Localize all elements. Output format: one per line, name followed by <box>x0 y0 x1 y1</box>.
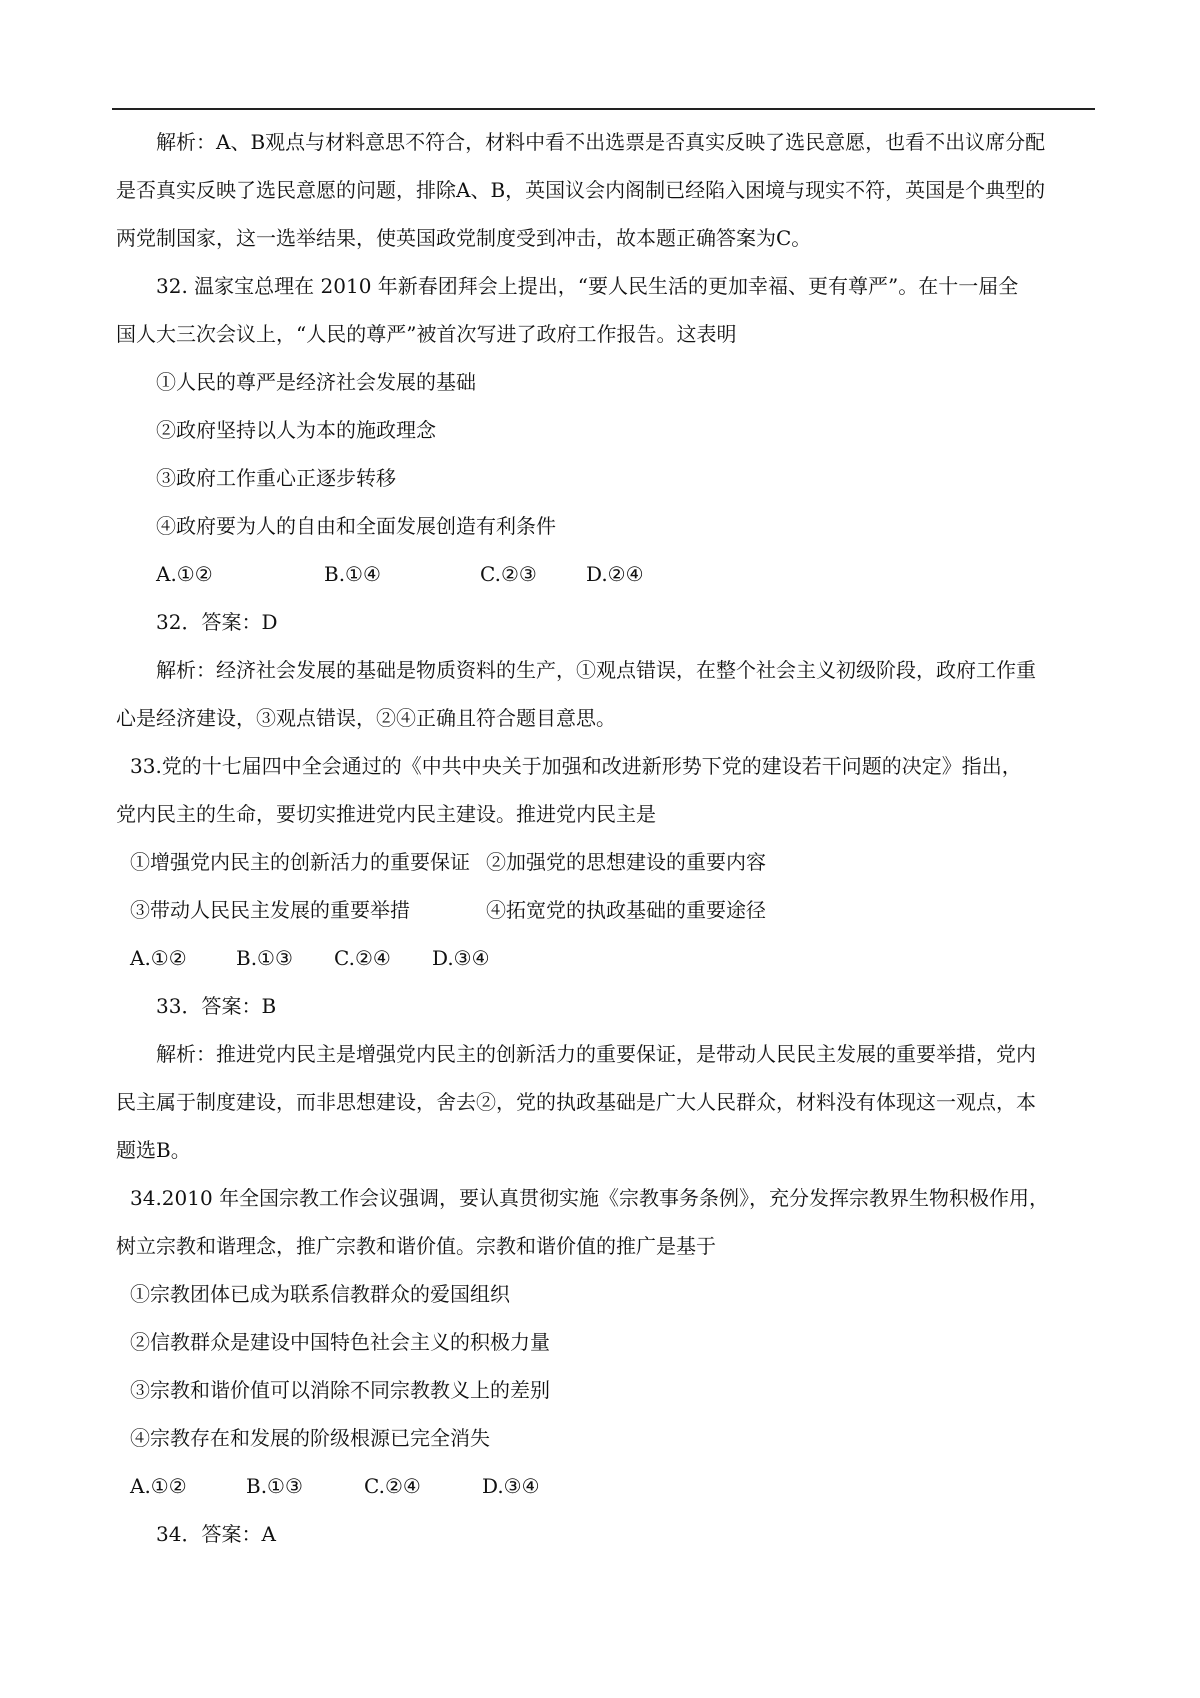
q32-analysis-line-2: 心是经济建设，③观点错误，②④正确且符合题目意思。 <box>116 706 616 730</box>
q34-answer: 34．答案：A <box>156 1522 276 1546</box>
q32-answer: 32．答案：D <box>156 610 278 634</box>
q32-option-d: D.②④ <box>586 562 644 586</box>
q33-statement-2: ②加强党的思想建设的重要内容 <box>486 850 766 874</box>
q33-option-b: B.①③ <box>236 946 293 970</box>
q33-option-a: A.①② <box>130 946 187 970</box>
q32-option-a: A.①② <box>156 562 213 586</box>
q33-option-d: D.③④ <box>432 946 490 970</box>
q33-analysis-line-1: 解析：推进党内民主是增强党内民主的创新活力的重要保证，是带动人民民主发展的重要举措，党内 <box>156 1042 1036 1066</box>
q32-statement-3: ③政府工作重心正逐步转移 <box>156 466 396 490</box>
q34-stem-line-2: 树立宗教和谐理念，推广宗教和谐价值。宗教和谐价值的推广是基于 <box>116 1234 716 1258</box>
q31-analysis-line-1: 解析：A、B观点与材料意思不符合，材料中看不出选票是否真实反映了选民意愿，也看不出议席分配 <box>156 130 1046 154</box>
q33-options <box>116 934 1092 982</box>
q33-statement-4: ④拓宽党的执政基础的重要途径 <box>486 898 766 922</box>
q34-option-d: D.③④ <box>482 1474 540 1498</box>
q32-option-c: C.②③ <box>480 562 537 586</box>
q34-option-a: A.①② <box>130 1474 187 1498</box>
header-rule <box>112 108 1095 110</box>
q33-statement-1: ①增强党内民主的创新活力的重要保证 <box>130 850 470 874</box>
q33-analysis-line-3: 题选B。 <box>116 1138 191 1162</box>
q34-statement-3: ③宗教和谐价值可以消除不同宗教教义上的差别 <box>130 1378 550 1402</box>
q33-answer: 33．答案：B <box>156 994 277 1018</box>
q32-option-b: B.①④ <box>324 562 381 586</box>
q33-statements-row-2 <box>116 886 1092 934</box>
q33-statements-row-1 <box>116 838 1092 886</box>
q34-statement-4: ④宗教存在和发展的阶级根源已完全消失 <box>130 1426 490 1450</box>
q34-option-b: B.①③ <box>246 1474 303 1498</box>
q32-statement-2: ②政府坚持以人为本的施政理念 <box>156 418 436 442</box>
q33-stem-line-2: 党内民主的生命，要切实推进党内民主建设。推进党内民主是 <box>116 802 656 826</box>
q31-analysis-line-3: 两党制国家，这一选举结果，使英国政党制度受到冲击，故本题正确答案为C。 <box>116 226 812 250</box>
q32-stem-line-1: 32. 温家宝总理在 2010 年新春团拜会上提出，“要人民生活的更加幸福、更有尊严”。在十一届全 <box>156 274 1019 298</box>
q34-option-c: C.②④ <box>364 1474 421 1498</box>
q34-statement-2: ②信教群众是建设中国特色社会主义的积极力量 <box>130 1330 550 1354</box>
q33-option-c: C.②④ <box>334 946 391 970</box>
q33-analysis-line-2: 民主属于制度建设，而非思想建设，舍去②，党的执政基础是广大人民群众，材料没有体现这一观点，本 <box>116 1090 1036 1114</box>
q32-analysis-line-1: 解析：经济社会发展的基础是物质资料的生产，①观点错误，在整个社会主义初级阶段，政府工作重 <box>156 658 1036 682</box>
q34-options <box>116 1462 1092 1510</box>
q33-statement-3: ③带动人民民主发展的重要举措 <box>130 898 410 922</box>
q32-stem-line-2: 国人大三次会议上，“人民的尊严”被首次写进了政府工作报告。这表明 <box>116 322 737 346</box>
q31-analysis-line-2: 是否真实反映了选民意愿的问题，排除A、B，英国议会内阁制已经陷入困境与现实不符，英国是个典型的 <box>116 178 1046 202</box>
q33-stem-line-1: 33.党的十七届四中全会通过的《中共中央关于加强和改进新形势下党的建设若干问题的决定》指出， <box>130 754 1022 778</box>
q32-options <box>116 550 1092 598</box>
q32-statement-1: ①人民的尊严是经济社会发展的基础 <box>156 370 476 394</box>
q34-statement-1: ①宗教团体已成为联系信教群众的爱国组织 <box>130 1282 510 1306</box>
q34-stem-line-1: 34.2010 年全国宗教工作会议强调，要认真贯彻实施《宗教事务条例》，充分发挥宗教界生物积极作用， <box>130 1186 1050 1210</box>
document-body <box>116 118 1092 1558</box>
q32-statement-4: ④政府要为人的自由和全面发展创造有利条件 <box>156 514 556 538</box>
